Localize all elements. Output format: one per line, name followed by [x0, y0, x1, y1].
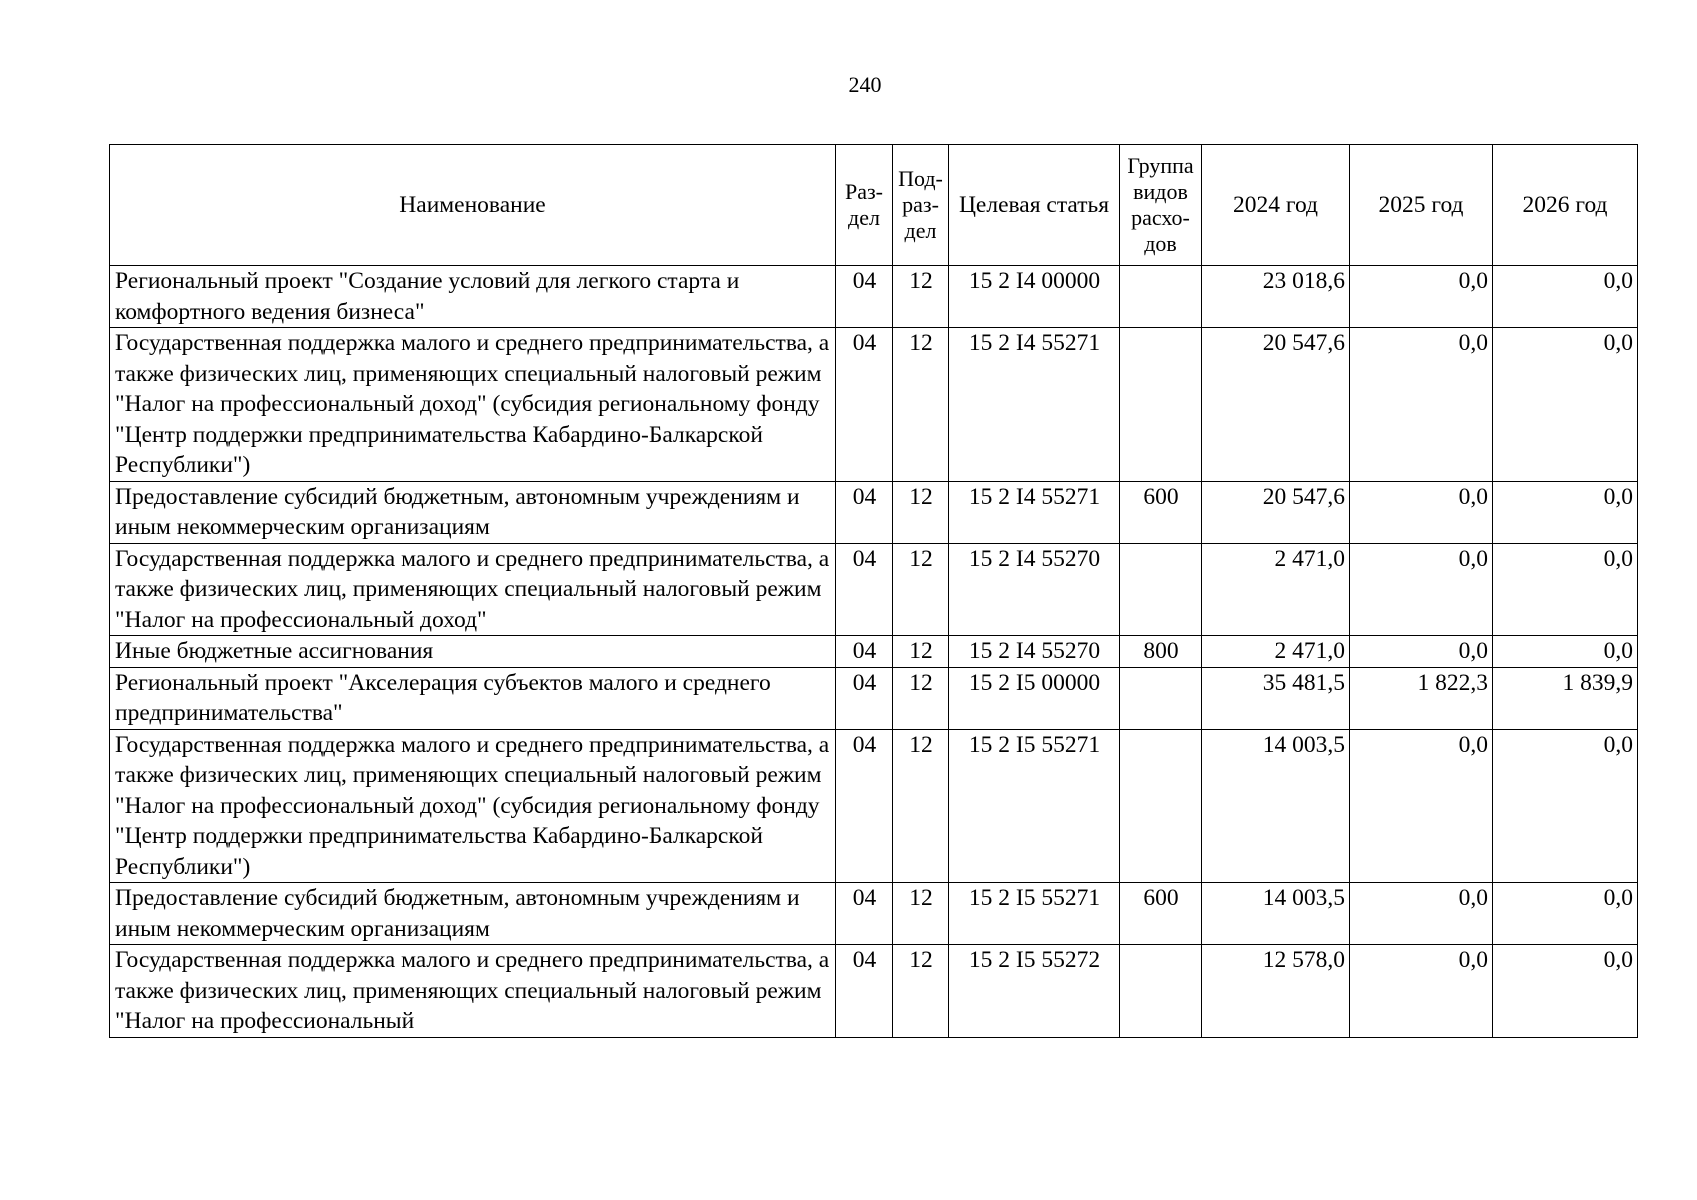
cell-group: 800 — [1120, 636, 1202, 668]
cell-2025: 0,0 — [1350, 328, 1493, 482]
table-row — [110, 729, 1638, 883]
cell-subsection: 12 — [893, 543, 949, 636]
table-row — [110, 266, 1638, 328]
cell-2024: 14 003,5 — [1202, 729, 1350, 883]
cell-section: 04 — [836, 481, 893, 543]
header-name: Наименование — [110, 145, 836, 266]
table-row — [110, 543, 1638, 636]
cell-group: 600 — [1120, 481, 1202, 543]
cell-name: Региональный проект "Создание условий для легкого старта и комфортного ведения бизнеса" — [110, 266, 836, 328]
cell-2026: 0,0 — [1493, 883, 1638, 945]
header-group: Группа видов расхо-дов — [1120, 145, 1202, 266]
table-row — [110, 328, 1638, 482]
page-number: 240 — [848, 72, 882, 97]
table-header-row — [110, 145, 1638, 266]
header-2026: 2026 год — [1493, 145, 1638, 266]
cell-2025: 0,0 — [1350, 543, 1493, 636]
table-row — [110, 945, 1638, 1038]
cell-group — [1120, 266, 1202, 328]
cell-target: 15 2 I4 55271 — [949, 481, 1120, 543]
cell-2024: 2 471,0 — [1202, 636, 1350, 668]
table-row — [110, 636, 1638, 668]
cell-group — [1120, 543, 1202, 636]
table-row — [110, 883, 1638, 945]
cell-2024: 2 471,0 — [1202, 543, 1350, 636]
cell-subsection: 12 — [893, 883, 949, 945]
cell-target: 15 2 I4 00000 — [949, 266, 1120, 328]
cell-2025: 1 822,3 — [1350, 667, 1493, 729]
cell-2024: 12 578,0 — [1202, 945, 1350, 1038]
cell-name: Предоставление субсидий бюджетным, автономным учреждениям и иным некоммерческим организациям — [110, 481, 836, 543]
cell-target: 15 2 I4 55270 — [949, 543, 1120, 636]
cell-group — [1120, 328, 1202, 482]
cell-2026: 0,0 — [1493, 945, 1638, 1038]
cell-section: 04 — [836, 266, 893, 328]
cell-2025: 0,0 — [1350, 636, 1493, 668]
cell-name: Государственная поддержка малого и среднего предпринимательства, а также физических лиц, применяющих специальный налоговый режим "Налог на профессиональный доход" — [110, 543, 836, 636]
cell-2024: 14 003,5 — [1202, 883, 1350, 945]
header-2025: 2025 год — [1350, 145, 1493, 266]
header-2024: 2024 год — [1202, 145, 1350, 266]
cell-name: Государственная поддержка малого и среднего предпринимательства, а также физических лиц, применяющих специальный налоговый режим "Налог на профессиональный доход" (субсидия региональному фонду "Центр поддержки предпринимательства Кабардино-Балкарской Республики") — [110, 729, 836, 883]
cell-2026: 0,0 — [1493, 328, 1638, 482]
cell-section: 04 — [836, 543, 893, 636]
cell-target: 15 2 I5 55271 — [949, 883, 1120, 945]
cell-section: 04 — [836, 883, 893, 945]
cell-target: 15 2 I5 55271 — [949, 729, 1120, 883]
cell-target: 15 2 I4 55270 — [949, 636, 1120, 668]
cell-target: 15 2 I4 55271 — [949, 328, 1120, 482]
cell-name: Государственная поддержка малого и среднего предпринимательства, а также физических лиц, применяющих специальный налоговый режим "Налог на профессиональный — [110, 945, 836, 1038]
cell-group — [1120, 667, 1202, 729]
cell-2025: 0,0 — [1350, 481, 1493, 543]
cell-2025: 0,0 — [1350, 883, 1493, 945]
cell-2026: 1 839,9 — [1493, 667, 1638, 729]
table-row — [110, 667, 1638, 729]
cell-target: 15 2 I5 55272 — [949, 945, 1120, 1038]
cell-subsection: 12 — [893, 945, 949, 1038]
cell-section: 04 — [836, 328, 893, 482]
cell-name: Региональный проект "Акселерация субъектов малого и среднего предпринимательства" — [110, 667, 836, 729]
budget-table — [109, 144, 1638, 1038]
cell-subsection: 12 — [893, 636, 949, 668]
header-subsection: Под-раз-дел — [893, 145, 949, 266]
cell-2024: 23 018,6 — [1202, 266, 1350, 328]
cell-2024: 20 547,6 — [1202, 328, 1350, 482]
cell-2026: 0,0 — [1493, 636, 1638, 668]
cell-2025: 0,0 — [1350, 945, 1493, 1038]
cell-group — [1120, 729, 1202, 883]
cell-section: 04 — [836, 667, 893, 729]
cell-subsection: 12 — [893, 729, 949, 883]
cell-2024: 35 481,5 — [1202, 667, 1350, 729]
cell-2026: 0,0 — [1493, 543, 1638, 636]
cell-subsection: 12 — [893, 328, 949, 482]
cell-subsection: 12 — [893, 667, 949, 729]
table-row — [110, 481, 1638, 543]
cell-2025: 0,0 — [1350, 266, 1493, 328]
cell-section: 04 — [836, 636, 893, 668]
cell-2026: 0,0 — [1493, 266, 1638, 328]
cell-2025: 0,0 — [1350, 729, 1493, 883]
cell-group — [1120, 945, 1202, 1038]
cell-name: Предоставление субсидий бюджетным, автономным учреждениям и иным некоммерческим организациям — [110, 883, 836, 945]
cell-group: 600 — [1120, 883, 1202, 945]
header-target: Целевая статья — [949, 145, 1120, 266]
cell-section: 04 — [836, 729, 893, 883]
cell-2026: 0,0 — [1493, 729, 1638, 883]
header-section: Раз-дел — [836, 145, 893, 266]
cell-name: Государственная поддержка малого и среднего предпринимательства, а также физических лиц, применяющих специальный налоговый режим "Налог на профессиональный доход" (субсидия региональному фонду "Центр поддержки предпринимательства Кабардино-Балкарской Республики") — [110, 328, 836, 482]
cell-subsection: 12 — [893, 266, 949, 328]
cell-target: 15 2 I5 00000 — [949, 667, 1120, 729]
cell-subsection: 12 — [893, 481, 949, 543]
cell-name: Иные бюджетные ассигнования — [110, 636, 836, 668]
cell-section: 04 — [836, 945, 893, 1038]
cell-2024: 20 547,6 — [1202, 481, 1350, 543]
cell-2026: 0,0 — [1493, 481, 1638, 543]
